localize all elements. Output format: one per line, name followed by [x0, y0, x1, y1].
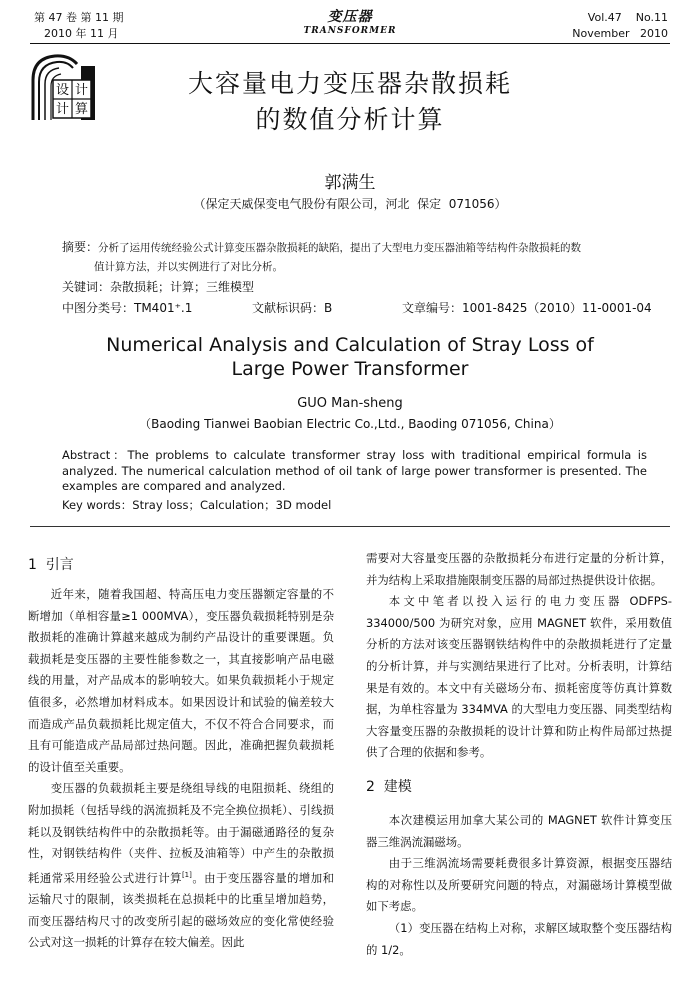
paper-title-en-line2: Large Power Transformer — [231, 358, 469, 380]
section-heading-introduction: 1 引言 — [28, 557, 74, 573]
section-divider — [30, 526, 670, 527]
body-paragraph: 本次建模运用加拿大某公司的 MAGNET 软件计算变压器三维涡流漏磁场。 — [366, 812, 672, 849]
body-text: 变压器的负载损耗主要是绕组导线的电阻损耗、绕组的附加损耗（包括导线的涡流损耗及不完全换位损耗）、引线损耗以及钢铁结构件中的杂散损耗等。由于漏磁通路径的复杂性，对钢铁结构件（夹件、拉板及油箱等）中产生的杂散损耗通常采用经验公式进行计算 — [28, 781, 334, 885]
header-date-en: November 2010 — [572, 27, 668, 40]
body-left-column — [28, 552, 334, 954]
clc-number: 中图分类号：TM401⁺.1 — [62, 301, 193, 315]
header-rule — [30, 43, 670, 44]
journal-name-en: TRANSFORMER — [303, 26, 397, 36]
citation-ref: [1] — [181, 870, 192, 879]
abstract-cn-line2: 值计算方法，并以实例进行了对比分析。 — [94, 261, 283, 273]
header-volume-en-block — [572, 10, 668, 42]
header-volume-cn-block — [34, 10, 123, 42]
abstract-en — [62, 448, 647, 495]
logo-char-3: 计 — [55, 102, 70, 117]
keywords-en-text: Stray loss；Calculation；3D model — [132, 498, 332, 512]
paper-title-cn — [100, 66, 600, 138]
paper-title-cn-line1: 大容量电力变压器杂散损耗 — [187, 69, 512, 98]
abstract-cn-line1: 分析了运用传统经验公式计算变压器杂散损耗的缺陷，提出了大型电力变压器油箱等结构件杂散损耗的数 — [98, 242, 582, 254]
journal-name-cn: 变压器 — [327, 9, 373, 25]
paper-title-en — [80, 333, 620, 381]
article-number: 文章编号：1001-8425（2010）11-0001-04 — [402, 301, 652, 315]
logo-char-1: 设 — [55, 83, 70, 98]
paper-title-cn-line2: 的数值分析计算 — [255, 105, 445, 134]
body-paragraph: 需要对大容量变压器的杂散损耗分布进行定量的分析计算，并为结构上采取措施限制变压器的局部过热提供设计依据。 — [366, 551, 672, 587]
section-heading-modeling: 2 建模 — [366, 778, 412, 795]
affiliation-cn: （保定天威保变电气股份有限公司，河北 保定 071056） — [193, 197, 507, 211]
keywords-en — [62, 497, 331, 513]
journal-masthead — [250, 6, 450, 36]
affiliation-en: （Baoding Tianwei Baobian Electric Co.,Ltd., Baoding 071056, China） — [139, 417, 561, 431]
author-en: GUO Man-sheng — [297, 396, 403, 411]
column-logo-icon — [29, 50, 99, 122]
header-volume-en: Vol.47 No.11 — [587, 11, 668, 24]
paper-title-en-line1: Numerical Analysis and Calculation of Stray Loss of — [106, 334, 594, 356]
header-volume-cn: 第 47 卷 第 11 期 — [34, 11, 124, 24]
body-paragraph: 本文中笔者以投入运行的电力变压器 ODFPS-334000/500 为研究对象，应用 MAGNET 软件，采用数值分析的方法对该变压器钢铁结构件中的杂散损耗进行了定量的分析计算，并与实测结果进行了比对。分析表明，计算结果是有效的。本文中有关磁场分布、损耗密度等仿真计算数据，为单柱容量为 334MVA 的大型电力变压器、同类型结构大容量变压器的杂散损耗的设计计算和防止构件局部过热提供了合理的依据和参考。 — [366, 594, 672, 760]
logo-char-4: 算 — [74, 102, 89, 117]
abstract-cn-label: 摘要： — [62, 240, 99, 254]
header-date-cn: 2010 年 11 月 — [44, 27, 119, 40]
body-paragraph: （1）变压器在结构上对称，求解区域取整个变压器结构的 1/2。 — [366, 920, 672, 957]
body-text: 。由于变压器容量的增加和运输尺寸的限制，该类损耗在总损耗中的比重呈增加趋势，而变压器结构尺寸的改变所引起的磁场效应的变化常使经验公式对这一损耗的计算存在较大偏差。因此 — [28, 870, 334, 950]
body-paragraph: 近年来，随着我国超、特高压电力变压器额定容量的不断增加（单相容量≥1 000MVA），变压器负载损耗特别是杂散损耗的准确计算越来越成为制约产品设计的重要课题。负载损耗是变压器的主要性能参数之一，其直接影响产品电磁线的用量，对产品成本的影响较大。如果负载损耗小于规定值很多，必然增加材料成本。如果因设计和试验的偏差较大而造成产品负载损耗比规定值大，不仅不符合合同要求，而且有可能造成产品局部过热问题。因此，准确把握负载损耗的设计值至关重要。 — [28, 587, 334, 774]
keywords-cn: 关键词：杂散损耗；计算；三维模型 — [62, 280, 255, 294]
abstract-cn — [62, 238, 652, 277]
author-cn: 郭满生 — [324, 173, 376, 193]
document-code: 文献标识码：B — [252, 301, 333, 315]
abstract-en-text: The problems to calculate transformer stray loss with traditional empirical formula is analyzed. The numerical calculation method of oil tank of large power transformer is presented. The examples are compared and analyzed. — [62, 448, 647, 493]
body-paragraph — [28, 778, 334, 954]
logo-char-2: 计 — [74, 83, 89, 98]
keywords-en-label: Key words： — [62, 498, 133, 512]
body-right-column — [366, 548, 672, 961]
body-paragraph: 由于三维涡流场需要耗费很多计算资源，根据变压器结构的对称性以及所要研究问题的特点，对漏磁场计算模型做如下考虑。 — [366, 856, 672, 914]
abstract-en-label: Abstract： — [62, 448, 128, 462]
